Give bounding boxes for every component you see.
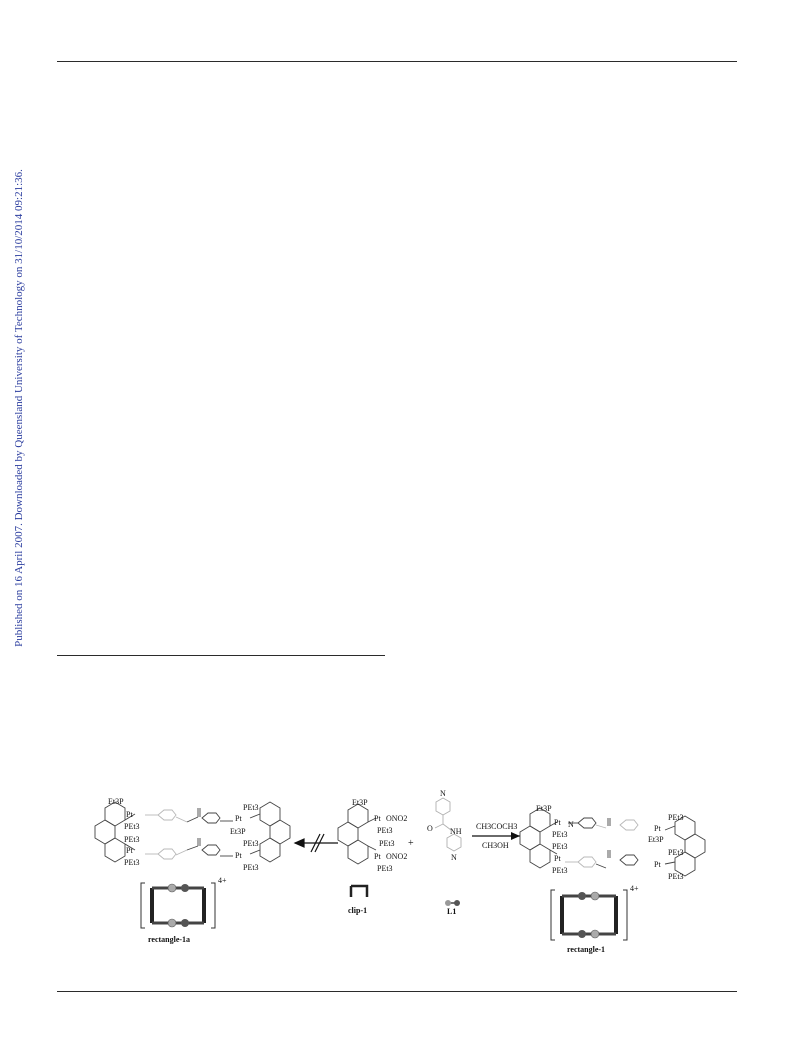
compound-name-l1: L1 xyxy=(447,907,457,916)
forward-arrow xyxy=(472,822,520,850)
rectangle-1-labels xyxy=(536,804,684,881)
compound-name-rectangle-1: rectangle-1 xyxy=(567,945,606,954)
label-pet3: PEt3 xyxy=(243,863,259,872)
label-pt: Pt xyxy=(554,818,561,827)
label-et3p: Et3P xyxy=(352,798,368,807)
compound-name-rectangle-1a: rectangle-1a xyxy=(148,935,191,944)
label-pt: Pt xyxy=(126,810,133,819)
label-ono2: ONO2 xyxy=(386,814,408,823)
clip-1-cartoon xyxy=(351,886,367,897)
footer-rule xyxy=(57,991,737,992)
label-pet3: PEt3 xyxy=(668,872,684,881)
label-nh: NH xyxy=(450,827,462,836)
label-et3p: Et3P xyxy=(536,804,552,813)
plus-sign: + xyxy=(408,838,414,849)
label-pt: Pt xyxy=(235,814,242,823)
label-pet3: PEt3 xyxy=(377,864,393,873)
label-pt: Pt xyxy=(554,854,561,863)
label-pet3: PEt3 xyxy=(243,803,259,812)
label-et3p: Et3P xyxy=(108,797,124,806)
compound-name-clip-1: clip-1 xyxy=(348,906,368,915)
header-rule xyxy=(57,61,737,62)
label-n: N xyxy=(451,853,457,862)
label-pet3: PEt3 xyxy=(668,813,684,822)
condition-methanol: CH3OH xyxy=(482,841,509,850)
label-pet3: PEt3 xyxy=(124,822,140,831)
reaction-scheme-graphic xyxy=(90,780,710,960)
l1-structure xyxy=(435,798,461,851)
label-n: N xyxy=(440,789,446,798)
condition-acetone: CH3COCH3 xyxy=(476,822,518,831)
label-pet3: PEt3 xyxy=(552,830,568,839)
label-pet3: PEt3 xyxy=(379,839,395,848)
label-pet3: PEt3 xyxy=(552,842,568,851)
label-ono2: ONO2 xyxy=(386,852,408,861)
clip-1-labels xyxy=(348,798,407,915)
rectangle-1a-structure xyxy=(95,802,290,862)
label-pt: Pt xyxy=(374,814,381,823)
label-pet3: PEt3 xyxy=(668,848,684,857)
rectangle-1-cartoon xyxy=(551,884,639,954)
clip-1-structure xyxy=(338,804,376,864)
label-pt: Pt xyxy=(126,846,133,855)
label-pt: Pt xyxy=(374,852,381,861)
label-o: O xyxy=(427,824,433,833)
label-pt: Pt xyxy=(235,851,242,860)
l1-labels xyxy=(427,789,462,916)
publication-note: Published on 16 April 2007. Downloaded by Queensland University of Technology on 31/10/2014 09:21:36. xyxy=(13,169,25,647)
charge-label: 4+ xyxy=(630,884,639,893)
blocked-arrow xyxy=(295,834,338,852)
rectangle-1a-cartoon xyxy=(141,876,227,944)
label-pet3: PEt3 xyxy=(552,866,568,875)
label-et3p: Et3P xyxy=(648,835,664,844)
rectangle-1a-labels xyxy=(108,797,259,872)
label-pet3: PEt3 xyxy=(243,839,259,848)
label-n: N xyxy=(568,820,574,829)
label-pet3: PEt3 xyxy=(124,835,140,844)
label-pt: Pt xyxy=(654,860,661,869)
label-pet3: PEt3 xyxy=(377,826,393,835)
label-pet3: PEt3 xyxy=(124,858,140,867)
footnote-rule xyxy=(57,655,385,656)
label-et3p: Et3P xyxy=(230,827,246,836)
reaction-scheme xyxy=(90,780,710,960)
charge-label: 4+ xyxy=(218,876,227,885)
label-pt: Pt xyxy=(654,824,661,833)
